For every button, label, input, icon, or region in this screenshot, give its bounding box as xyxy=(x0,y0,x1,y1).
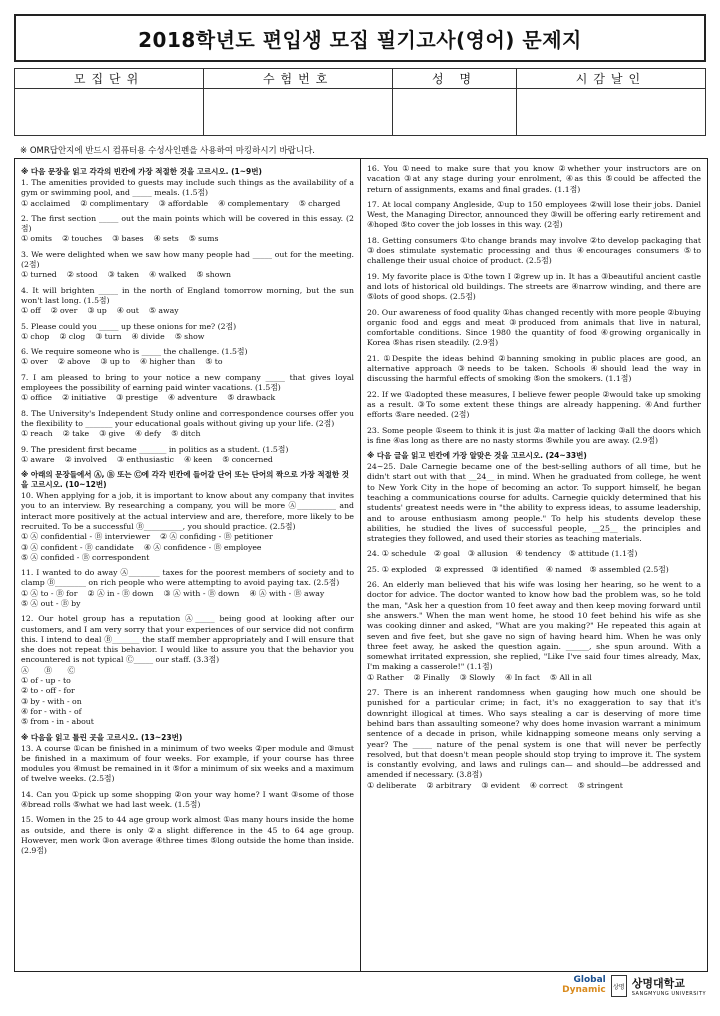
page-title: 2018학년도 편입생 모집 필기고사(영어) 문제지 xyxy=(14,14,706,62)
right-column xyxy=(361,159,707,971)
question-text: 14. Can you ①pick up some shopping ②on your way home? I want ③some of those ④bread rolls ⑤what we had last week. (1.5점) xyxy=(21,789,354,810)
question-item xyxy=(21,322,354,343)
question-item xyxy=(21,373,354,404)
answer-option[interactable]: ③ Ⓐ with - Ⓑ down xyxy=(163,588,240,598)
question-item xyxy=(367,580,701,683)
question-item xyxy=(367,390,701,421)
question-text: 26. An elderly man believed that his wife was losing her hearing, so he went to a doctor for advice. The doctor wanted to know how bad the problem was, so he told the man, "Ask her a question from 10 feet away and then keep moving forward until she answers." When the man went home, he stood 10 feet behind his wife as she was cooking dinner and asked, "What are you making?" He repeated this again at seven and five feet, but she gave no sign of having heard him. When he was only three feet away, he asked the question again. ______, she spun around. With a somewhat irritated expression, she replied, "Like I've said four times already, Max, I'm making a casserole!" (1.1점) xyxy=(367,580,701,672)
exam-body xyxy=(14,158,708,972)
question-text: 24~25. Dale Carnegie became one of the best-selling authors of all time, but he didn't start out with that __24__ in mind. When he graduated from college, he went to New York City in the hope of becoming an actor. To support himself, he began teaching a communications course for adults. Carnegie quickly determined that his students' greatest needs were in "the ability to express ideas, to assume leadership, and to arouse enthusiasm among people." To help his students develop these abilities, he studied the lives of successful people, __25__ the principles and strategies they followed, and used their stories as teaching materials. xyxy=(367,462,701,544)
answer-options xyxy=(21,357,354,367)
answer-option[interactable]: ⑤ charged xyxy=(298,198,341,208)
answer-option[interactable]: ③ taken xyxy=(107,270,139,280)
question-text: 19. My favorite place is ①the town I ②grew up in. It has a ③beautiful ancient castle and lots of historical old buildings. The streets are ④narrow winding, and there are ⑤lots of good shops. (2.5점) xyxy=(367,271,701,302)
question-text: 25. ① exploded ② expressed ③ identified ④ named ⑤ assembled (2.5점) xyxy=(367,564,669,574)
question-item xyxy=(21,614,354,727)
answer-option[interactable]: ② clog xyxy=(59,331,86,341)
answer-option[interactable]: ① reach xyxy=(21,429,53,439)
answer-option[interactable]: ② touches xyxy=(62,234,103,244)
answer-option[interactable]: ① of - up - to xyxy=(21,676,71,686)
answer-option[interactable]: ③ up to xyxy=(100,357,130,367)
answer-option[interactable]: ⑤ away xyxy=(148,306,179,316)
answer-option[interactable]: ④ complementary xyxy=(218,198,289,208)
university-name-en: SANGMYUNG UNIVERSITY xyxy=(631,991,706,997)
answer-option[interactable]: ④ sets xyxy=(153,234,179,244)
answer-options xyxy=(21,532,354,563)
section-instruction: ※ 다음 글을 읽고 빈칸에 가장 알맞은 것을 고르시오. (24~33번) xyxy=(367,451,587,461)
info-cell-unit[interactable] xyxy=(15,89,204,136)
answer-options xyxy=(21,234,354,244)
question-item xyxy=(21,347,354,368)
question-item xyxy=(21,445,354,466)
answer-option[interactable]: ① Rather xyxy=(367,672,404,682)
omr-notice: ※ OMR답안지에 반드시 컴퓨터용 수성사인펜을 사용하여 마킹하시기 바랍니다. xyxy=(20,146,316,156)
answer-sheet-header xyxy=(14,14,706,156)
answer-options xyxy=(21,199,354,209)
info-cell-exam-number[interactable] xyxy=(204,89,393,136)
question-text: 11. I wanted to do away Ⓐ________ taxes for the poorest members of society and to clamp Ⓑ________ on rich people who were attempting to avoid paying tax. (2.5점) xyxy=(21,568,354,588)
answer-option[interactable]: ② to - off - for xyxy=(21,686,75,696)
question-item xyxy=(21,286,354,317)
question-text: 5. Please could you _____ up these onions for me? (2점) xyxy=(21,321,237,331)
answer-option[interactable]: ④ correct xyxy=(529,780,568,790)
answer-option[interactable]: ② take xyxy=(62,429,90,439)
answer-option[interactable]: ④ keen xyxy=(184,454,213,464)
question-text: 23. Some people ①seem to think it is just ②a matter of lacking ③all the doors which is fine ④as long as there are no nasty storms ⑤while you are away. (2.9점) xyxy=(367,425,701,445)
answer-options xyxy=(21,589,354,610)
answer-option[interactable]: ① over xyxy=(21,357,48,367)
question-text: 15. Women in the 25 to 44 age group work almost ①as many hours inside the home as outside, and there is only ②a slight difference in the 45 to 64 age group. However, men work ③on average ④three times ⑤long outside the home than inside. (2.9점) xyxy=(21,815,354,856)
answer-option[interactable]: ⑤ shown xyxy=(196,270,232,280)
question-item xyxy=(367,549,701,559)
answer-option[interactable]: ④ Ⓐ confidence - Ⓑ employee xyxy=(143,542,262,552)
answer-option[interactable]: ④ Ⓐ with - Ⓑ away xyxy=(249,588,325,598)
answer-option[interactable]: ③ Slowly xyxy=(459,672,496,682)
answer-option[interactable]: ① Ⓐ to - Ⓑ for xyxy=(21,588,78,598)
answer-option[interactable]: ⑤ drawback xyxy=(227,393,276,403)
question-item xyxy=(21,815,354,856)
question-text: 6. We require someone who is _____ the challenge. (1.5점) xyxy=(21,347,248,357)
answer-option[interactable]: ⑤ from - in - about xyxy=(21,717,94,727)
question-item xyxy=(367,462,701,544)
slogan xyxy=(562,976,606,996)
university-logo xyxy=(562,975,706,997)
answer-option[interactable]: ① acclaimed xyxy=(21,198,71,208)
answer-option[interactable]: ① turned xyxy=(21,270,57,280)
info-header-exam-number: 수험번호 xyxy=(204,69,393,89)
answer-option[interactable]: ④ higher than xyxy=(139,357,196,367)
answer-option[interactable]: ① deliberate xyxy=(367,780,417,790)
answer-options xyxy=(21,332,354,342)
answer-options xyxy=(367,673,701,683)
left-column xyxy=(15,159,361,971)
question-item xyxy=(21,214,354,245)
answer-option[interactable]: ② involved xyxy=(64,454,107,464)
question-text: 24. ① schedule ② goal ③ allusion ④ tendency ⑤ attitude (1.1점) xyxy=(367,549,638,559)
question-text: 10. When applying for a job, it is important to know about any company that invites you to an interview. By researching a company, you will be more Ⓐ__________ and interact more positively at the actual interview and are, therefore, more likely to be recruited. To be a successful Ⓑ__________, you should practice. (2.5점) xyxy=(21,491,354,531)
answer-option[interactable]: ② stood xyxy=(66,270,98,280)
answer-option[interactable]: ③ by - with - on xyxy=(21,696,82,706)
question-text: 8. The University's Independent Study online and correspondence courses offer you the flexibility to _______ your educational goals without giving up your life. (2점) xyxy=(21,408,354,428)
answer-option[interactable]: ⑤ ditch xyxy=(171,429,201,439)
answer-option[interactable]: ⑤ sums xyxy=(188,234,219,244)
question-item xyxy=(21,790,354,811)
question-text: 12. Our hotel group has a reputation Ⓐ_____ being good at looking after our customers, and I am very sorry that your experiences of our service did not confirm this. I intend to deal Ⓑ_______ the staff member appropriately and I will ensure that she does not repeat this behavior. I would like to assure you that the behavior you encountered is not typical Ⓒ_____ our staff. (3.3점) xyxy=(21,614,354,665)
answer-options xyxy=(21,270,354,280)
university-seal-icon: 상명 xyxy=(611,975,627,997)
answer-option[interactable]: ① omits xyxy=(21,234,52,244)
answer-option[interactable]: ③ prestige xyxy=(116,393,158,403)
answer-options xyxy=(367,781,701,791)
question-item xyxy=(21,491,354,563)
answer-option[interactable]: ③ Ⓐ confident - Ⓑ candidate xyxy=(21,542,134,552)
question-text: 9. The president first became _______ in politics as a student. (1.5점) xyxy=(21,444,289,454)
slogan-global: Global xyxy=(573,975,606,986)
question-item xyxy=(367,200,701,231)
answer-option[interactable]: ③ give xyxy=(99,429,125,439)
answer-option[interactable]: ① aware xyxy=(21,454,55,464)
answer-option[interactable]: ③ turn xyxy=(95,331,122,341)
question-text: 18. Getting consumers ①to change brands may involve ②to develop packaging that ③does stimulate systematic processing and thus ④encourages consumers ⑤to challenge their usual choice of product. (2.5점) xyxy=(367,235,701,266)
answer-option[interactable]: ④ defy xyxy=(134,429,162,439)
answer-option[interactable]: ② Ⓐ in - Ⓑ down xyxy=(87,588,154,598)
answer-options xyxy=(21,429,354,439)
university-name-ko: 상명대학교 xyxy=(631,977,685,990)
question-text: 7. I am pleased to bring to your notice a new company _____ that gives loyal employees the possibility of earning paid winter vacations. (1.5점) xyxy=(21,372,354,393)
candidate-info-table xyxy=(14,68,706,136)
answer-option[interactable]: ④ In fact xyxy=(505,672,540,682)
question-item xyxy=(21,744,354,785)
answer-options xyxy=(21,306,354,316)
answer-option[interactable]: ② over xyxy=(50,306,78,316)
answer-option[interactable]: ① office xyxy=(21,393,52,403)
question-text: 2. The first section _____ out the main points which will be covered in this essay. (2점) xyxy=(21,213,354,234)
question-text: 27. There is an inherent randomness when gauging how much one should be punished for a particular crime; in fact, it's no exaggeration to say that it's downright illogical at times. Who says stealing a car is deserving of more time behind bars than assaulting someone? why does home invasion warrant a minimum sentence of a decade in prison, while kidnapping someone means only serving a year? The _____ nature of the penal system is one that will never be perfectly resolved, but that doesn't mean people should stop trying to improve it. The system is constantly evolving, and laws and rulings can— and should—be addressed and amended if necessary. (3.8점) xyxy=(367,688,701,780)
question-item xyxy=(367,236,701,267)
info-cell-name[interactable] xyxy=(393,89,517,136)
question-item xyxy=(367,308,701,349)
question-item xyxy=(21,409,354,440)
answer-option[interactable]: ③ up xyxy=(87,306,107,316)
answer-option[interactable]: ⑤ to xyxy=(205,357,223,367)
university-name xyxy=(632,975,706,997)
info-header-proctor-seal: 시감날인 xyxy=(516,69,705,89)
question-item xyxy=(367,565,701,575)
question-text: 4. It will brighten _____ in the north of England tomorrow morning, but the sun won't last long. (1.5점) xyxy=(21,285,354,305)
answer-option[interactable]: ③ evident xyxy=(481,780,520,790)
answer-option[interactable]: ⑤ stringent xyxy=(577,780,623,790)
answer-options xyxy=(21,455,354,465)
question-item xyxy=(21,178,354,209)
answer-option[interactable]: ④ walked xyxy=(148,270,187,280)
answer-option[interactable]: ② Finally xyxy=(413,672,450,682)
question-item xyxy=(367,164,701,195)
info-header-name: 성 명 xyxy=(393,69,517,89)
question-item xyxy=(367,272,701,303)
answer-options xyxy=(21,393,354,403)
section-instruction: ※ 다음 문장을 읽고 각각의 빈칸에 가장 적절한 것을 고르시오. (1~9번) xyxy=(21,167,262,176)
answer-option[interactable]: ⑤ Ⓐ confided - Ⓑ correspondent xyxy=(21,552,150,562)
question-text: 20. Our awareness of food quality ①has changed recently with more people ②buying organic food and eggs and meat ③produced from animals that live in natural, comfortable conditions. Since 1980 the quantity of food ④growing organically in Korea ⑤has risen steadily. (2.9점) xyxy=(367,307,701,348)
answer-option[interactable]: ③ enthusiastic xyxy=(116,454,174,464)
question-item xyxy=(367,354,701,385)
question-text: 16. You ①need to make sure that you know ②whether your instructors are on vacation ③at any stage during your enrolment, ④as this ⑤could be affected the return of assignments, exams and final grades. (1.1점) xyxy=(367,164,701,194)
info-cell-proctor-seal[interactable] xyxy=(516,89,705,136)
question-text: 22. If we ①adopted these measures, I believe fewer people ②would take up smoking as a result. ③To some extent these things are already happening. ④And further efforts ⑤are needed. (2점) xyxy=(367,389,701,420)
slogan-dynamic: Dynamic xyxy=(562,985,606,995)
answer-option[interactable]: ② above xyxy=(57,357,91,367)
question-item xyxy=(21,250,354,281)
answer-option[interactable]: ④ divide xyxy=(131,331,165,341)
section-instruction: ※ 아래의 문장들에서 Ⓐ, Ⓑ 또는 Ⓒ에 각각 빈칸에 들어갈 단어 또는 단어의 짝으로 가장 적절한 것을 고르시오. (10~12번) xyxy=(21,470,349,490)
answer-option[interactable]: ⑤ concerned xyxy=(222,454,273,464)
question-item xyxy=(367,426,701,447)
answer-option[interactable]: ④ for - with - of xyxy=(21,706,82,716)
question-text: 13. A course ①can be finished in a minimum of two weeks ②per module and ③must be finished in a maximum of four weeks. For example, if your course has three modules you ④must be remained in it ⑤for a minimum of six weeks and a maximum of twelve weeks. (2.5점) xyxy=(21,743,354,784)
answer-option[interactable]: ⑤ Ⓐ out - Ⓑ by xyxy=(21,599,81,608)
question-text: 21. ①Despite the ideas behind ②banning smoking in public places are good, an alternative approach ③needs to be taken. Schools ④should lead the way in discussing the harmful effects of smoking ⑤on the smokers. (1.1점) xyxy=(367,353,701,384)
question-text: 3. We were delighted when we saw how many people had _____ out for the meeting. (2점) xyxy=(21,249,354,270)
answer-option[interactable]: ① Ⓐ confidential - Ⓑ interviewer xyxy=(21,532,151,542)
question-text: 17. At local company Angleside, ①up to 150 employees ②will lose their jobs. Daniel West, the Managing Director, announced they ③will be offering early retirement and ④hoped ⑤to cover the job losses in this way. (2점) xyxy=(367,199,701,230)
answer-option[interactable]: ② complimentary xyxy=(80,198,149,208)
answer-option[interactable]: ① chop xyxy=(21,331,50,341)
answer-option[interactable]: ④ out xyxy=(116,306,139,316)
answer-option[interactable]: ⑤ show xyxy=(174,331,205,341)
answer-option[interactable]: Ⓐ Ⓑ Ⓒ xyxy=(21,665,76,675)
answer-option[interactable]: ② initiative xyxy=(62,393,107,403)
question-item xyxy=(367,688,701,791)
question-item xyxy=(21,568,354,609)
answer-option[interactable]: ② Ⓐ confiding - Ⓑ petitioner xyxy=(160,532,273,542)
answer-option[interactable]: ② arbitrary xyxy=(426,780,472,790)
answer-option[interactable]: ③ bases xyxy=(112,234,144,244)
info-header-unit: 모집단위 xyxy=(15,69,204,89)
answer-option[interactable]: ③ affordable xyxy=(158,198,209,208)
question-text: 1. The amenities provided to guests may include such things as the availability of a gym or swimming pool, and _____ meals. (1.5점) xyxy=(21,177,354,198)
answer-option[interactable]: ⑤ All in all xyxy=(549,672,592,682)
section-instruction: ※ 다음을 읽고 틀린 곳을 고르시오. (13~23번) xyxy=(21,732,183,742)
answer-option[interactable]: ④ adventure xyxy=(167,393,218,403)
answer-option[interactable]: ① off xyxy=(21,306,41,316)
